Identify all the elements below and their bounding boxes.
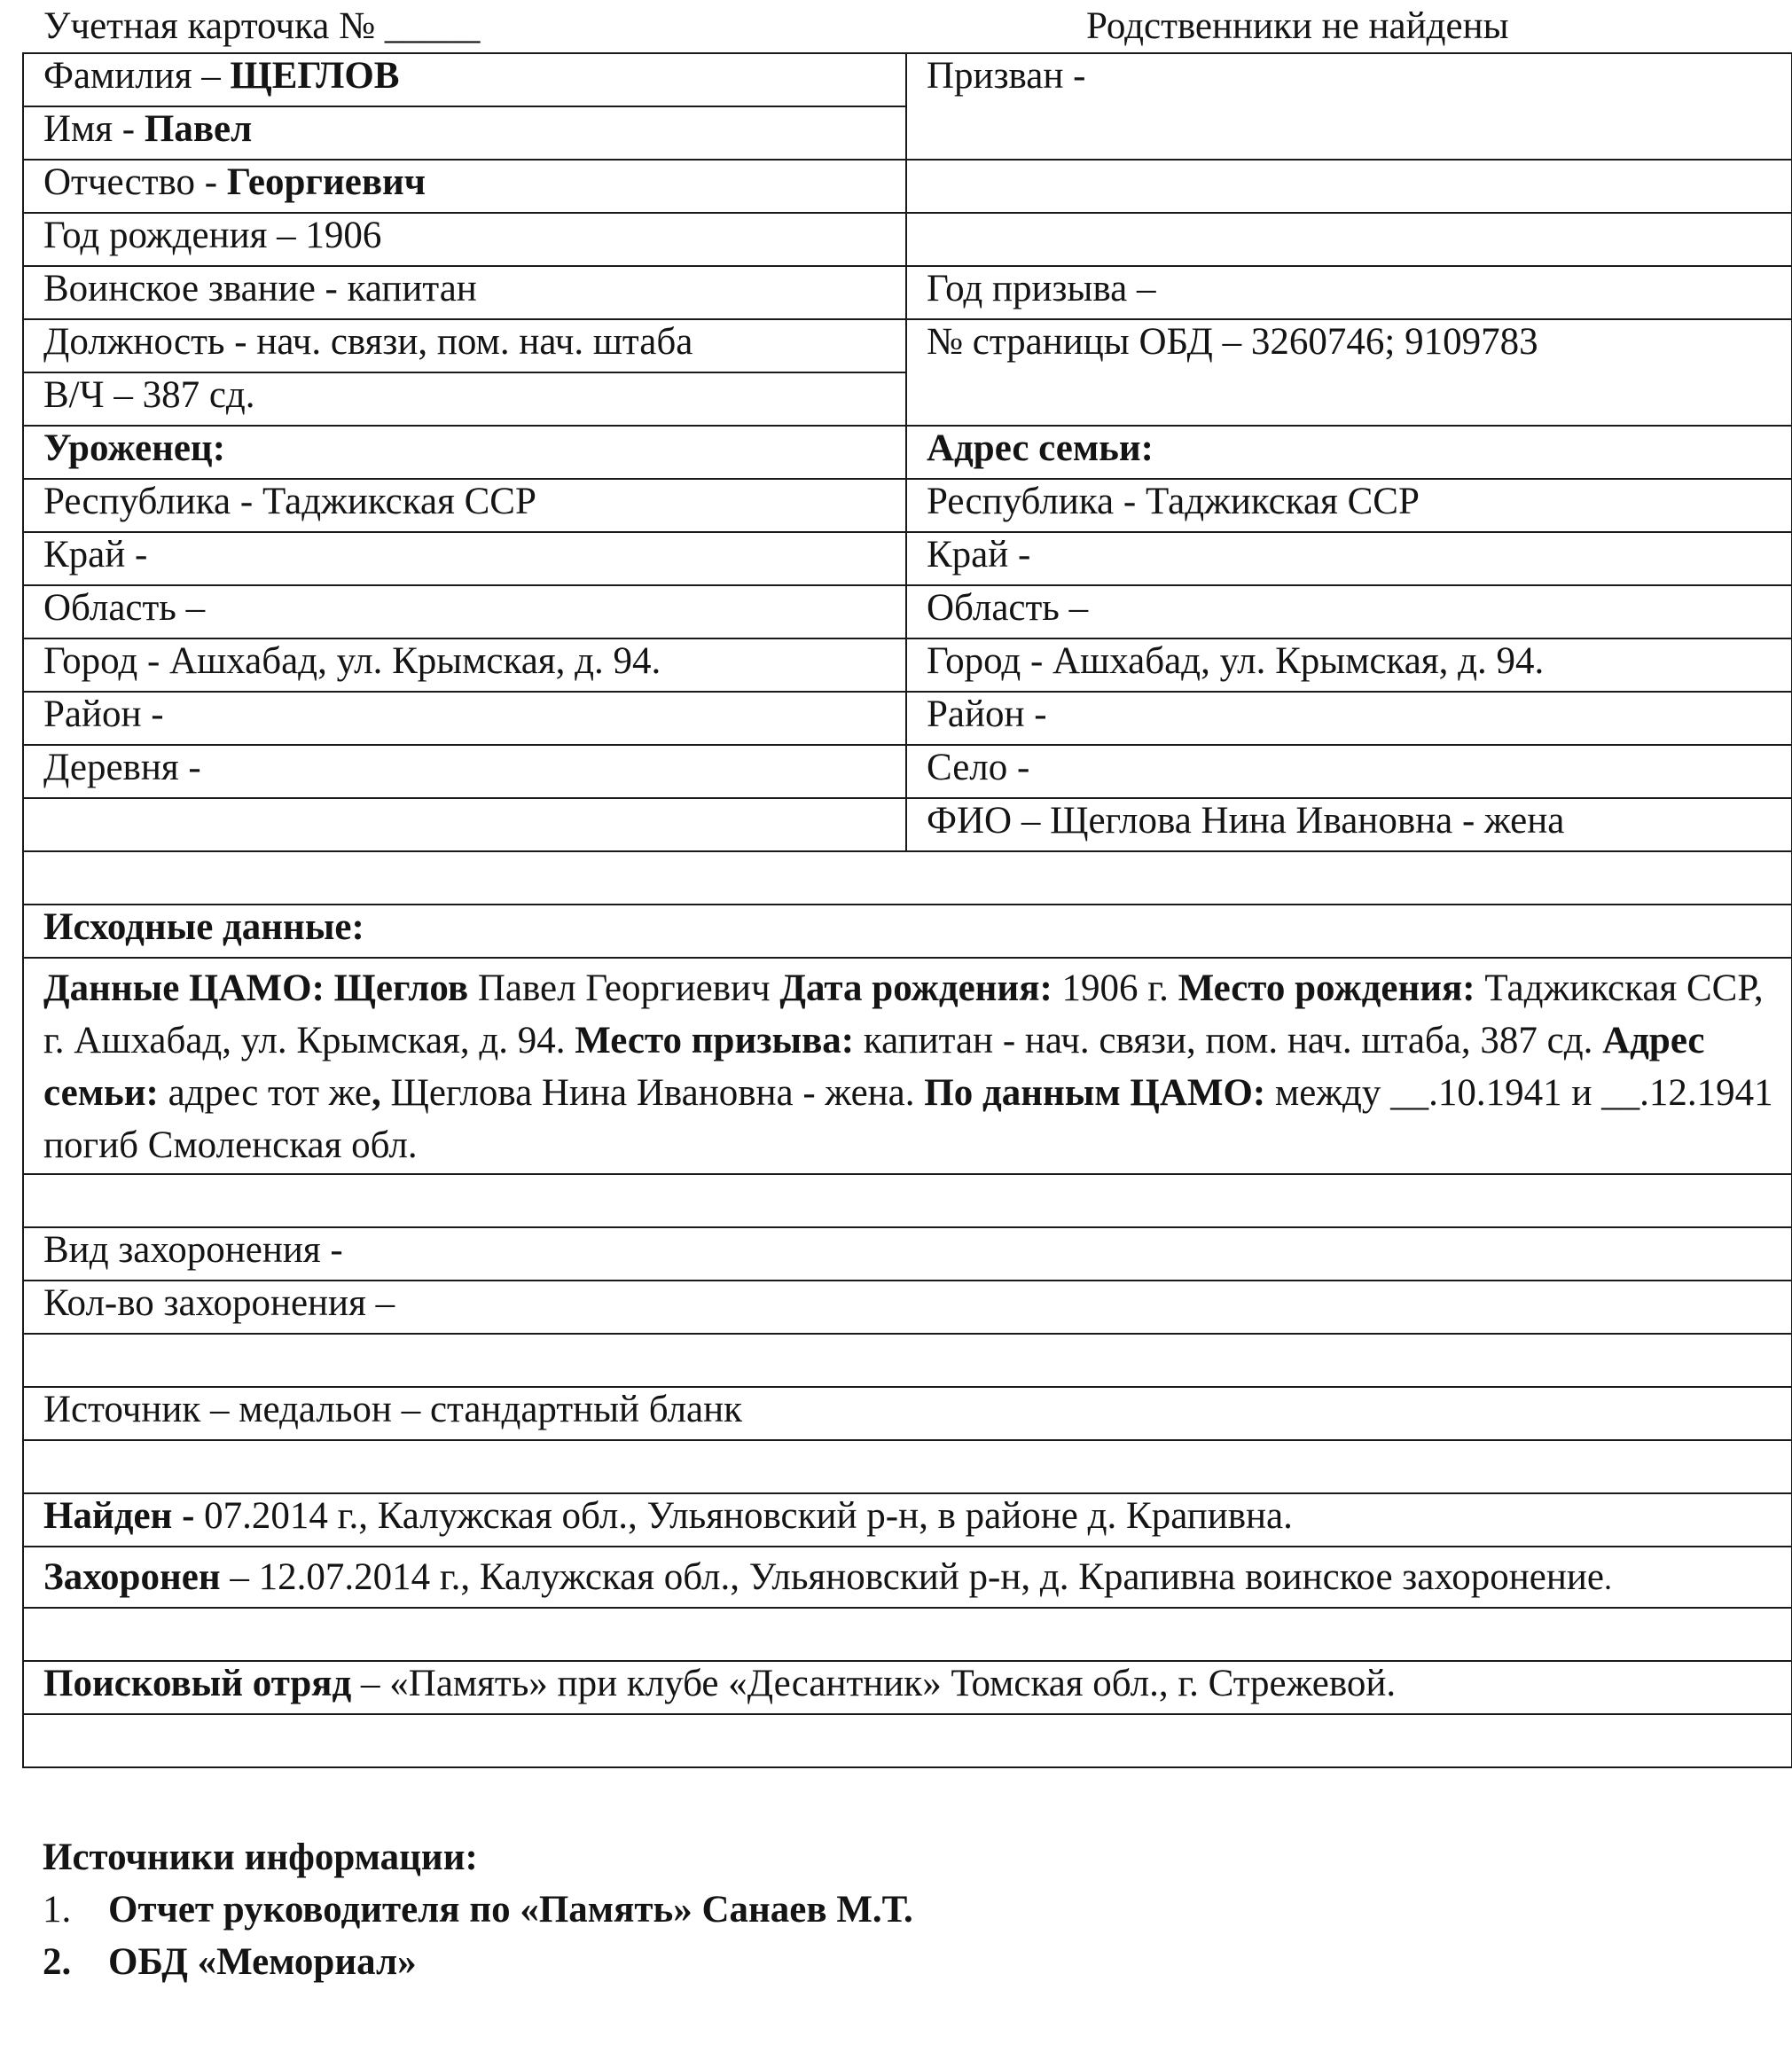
buried-cell: Захоронен – 12.07.2014 г., Калужская обл., Ульяновский р-н, д. Крапивна воинское захоронение. (23, 1547, 1792, 1608)
birth-year-cell: Год рождения – 1906 (23, 213, 906, 266)
family-fio-cell: ФИО – Щеглова Нина Ивановна - жена (906, 798, 1792, 851)
card-number-label: Учетная карточка № _____ (43, 5, 481, 47)
medallion-source-cell: Источник – медальон – стандартный бланк (23, 1387, 1792, 1440)
family-oblast-cell: Область – (906, 585, 1792, 638)
native-oblast-cell: Область – (23, 585, 906, 638)
native-republic-cell: Республика - Таджикская ССР (23, 479, 906, 532)
family-heading-cell: Адрес семьи: (906, 426, 1792, 479)
search-squad-cell: Поисковый отряд – «Память» при клубе «Десантник» Томская обл., г. Стрежевой. (23, 1661, 1792, 1714)
card-header (22, 0, 1791, 52)
draft-year-cell: Год призыва – (906, 266, 1792, 319)
native-heading-cell: Уроженец: (23, 426, 906, 479)
unit-cell: В/Ч – 387 сд. (23, 372, 906, 426)
empty-cell (906, 213, 1792, 266)
position-cell: Должность - нач. связи, пом. нач. штаба (23, 319, 906, 372)
source-item: 1. Отчет руководителя по «Память» Санаев М.Т. (43, 1889, 913, 1931)
rank-cell: Воинское звание - капитан (23, 266, 906, 319)
record-card-table (22, 52, 1792, 1768)
native-village-cell: Деревня - (23, 745, 906, 798)
family-krai-cell: Край - (906, 532, 1792, 585)
native-krai-cell: Край - (23, 532, 906, 585)
source-item: 2. ОБД «Мемориал» (43, 1941, 417, 1983)
drafted-cell: Призван - (906, 53, 1792, 160)
name-cell: Имя - Павел (23, 106, 906, 160)
obd-pages-cell: № страницы ОБД – 3260746; 9109783 (906, 319, 1792, 426)
burial-count-cell: Кол-во захоронения – (23, 1281, 1792, 1334)
family-village-cell: Село - (906, 745, 1792, 798)
source-data-heading: Исходные данные: (23, 905, 1792, 958)
information-sources (43, 1831, 913, 1988)
family-district-cell: Район - (906, 692, 1792, 745)
spacer-row (23, 851, 1792, 905)
native-city-cell: Город - Ашхабад, ул. Крымская, д. 94. (23, 638, 906, 692)
empty-cell (906, 160, 1792, 213)
camo-data-paragraph: Данные ЦАМО: Щеглов Павел Георгиевич Дата рождения: 1906 г. Место рождения: Таджикская ССР, г. Ашхабад, ул. Крымская, д. 94. Место призыва: капитан - нач. связи, пом. нач. штаба, 387 сд. Адрес семьи: адрес тот же, Щеглова Нина Ивановна - жена. По данным ЦАМО: между __.10.1941 и __.12.1941 погиб Смоленская обл. (23, 958, 1792, 1174)
family-city-cell: Город - Ашхабад, ул. Крымская, д. 94. (906, 638, 1792, 692)
sources-heading: Источники информации: (43, 1837, 478, 1878)
spacer-row (23, 1440, 1792, 1493)
surname-cell: Фамилия – ЩЕГЛОВ (23, 53, 906, 106)
spacer-row (23, 1714, 1792, 1767)
spacer-row (23, 1174, 1792, 1227)
native-district-cell: Район - (23, 692, 906, 745)
patronymic-cell: Отчество - Георгиевич (23, 160, 906, 213)
spacer-row (23, 1608, 1792, 1661)
patronymic: Георгиевич (226, 161, 426, 203)
first-name: Павел (144, 108, 253, 150)
surname: ЩЕГЛОВ (230, 55, 400, 97)
spacer-row (23, 1334, 1792, 1387)
burial-type-cell: Вид захоронения - (23, 1227, 1792, 1281)
family-republic-cell: Республика - Таджикская ССР (906, 479, 1792, 532)
empty-cell (23, 798, 906, 851)
relatives-status: Родственники не найдены (1086, 5, 1509, 47)
found-cell: Найден - 07.2014 г., Калужская обл., Ульяновский р-н, в районе д. Крапивна. (23, 1493, 1792, 1547)
